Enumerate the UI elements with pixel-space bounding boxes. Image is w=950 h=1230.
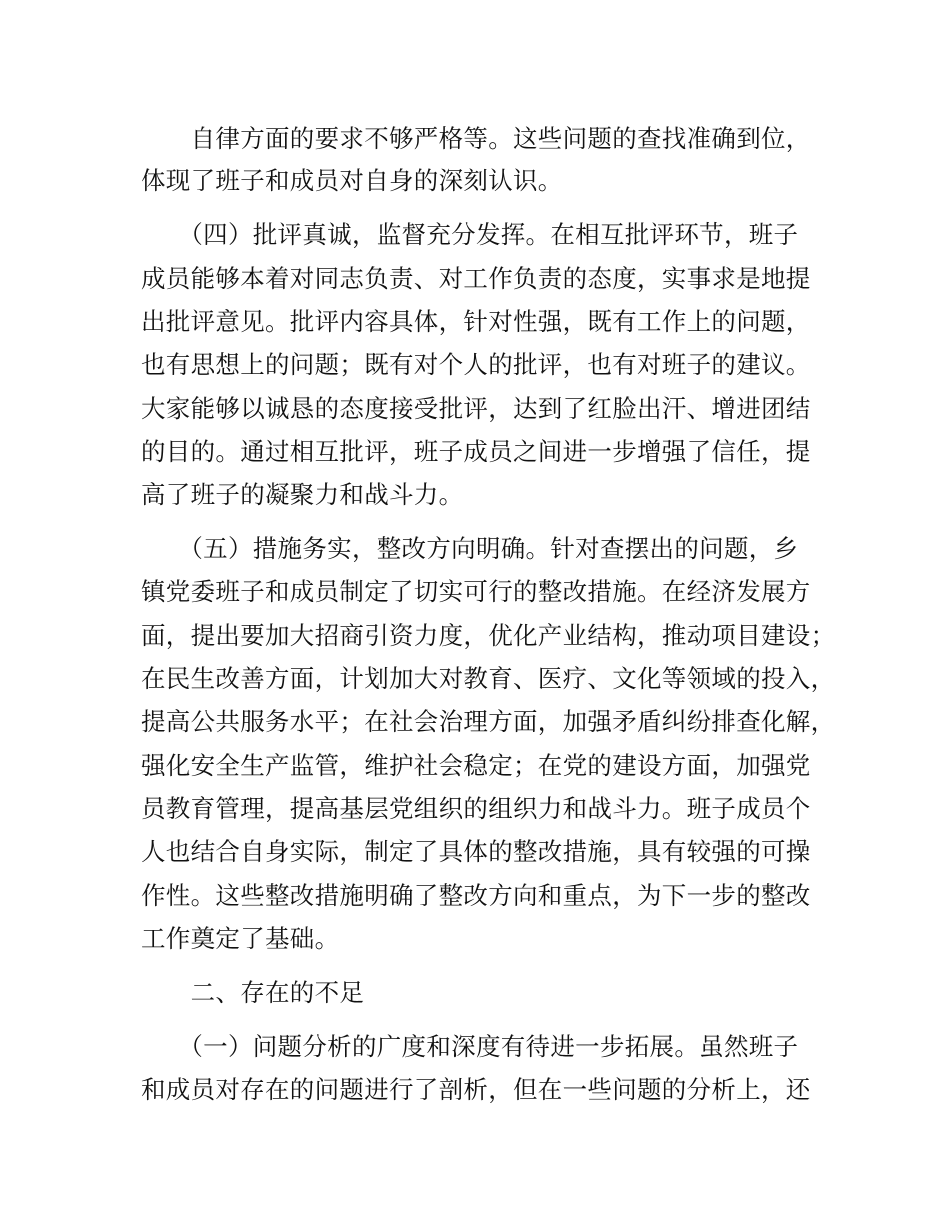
text-line: 的目的。通过相互批评，班子成员之间进一步增强了信任，提 [141, 437, 811, 466]
text-line: 和成员对存在的问题进行了剖析，但在一些问题的分析上，还 [141, 1075, 811, 1104]
text-line: 强化安全生产监管，维护社会稳定；在党的建设方面，加强党 [141, 751, 811, 780]
text-line: 也有思想上的问题；既有对个人的批评，也有对班子的建议。 [141, 350, 811, 379]
text-line: 员教育管理，提高基层党组织的组织力和战斗力。班子成员个 [141, 794, 811, 823]
text-line: 自律方面的要求不够严格等。这些问题的查找准确到位， [141, 124, 811, 153]
text-line: 工作奠定了基础。 [141, 924, 340, 953]
text-line: （一）问题分析的广度和深度有待进一步拓展。虽然班子 [141, 1032, 799, 1061]
text-line: 体现了班子和成员对自身的深刻认识。 [141, 166, 563, 195]
text-line: 人也结合自身实际，制定了具体的整改措施，具有较强的可操 [141, 837, 811, 866]
text-line: 大家能够以诚恳的态度接受批评，达到了红脸出汗、增进团结 [141, 394, 811, 423]
text-line: （五）措施务实，整改方向明确。针对查摆出的问题，乡 [141, 534, 799, 563]
text-line: 镇党委班子和成员制定了切实可行的整改措施。在经济发展方 [141, 577, 811, 606]
text-line: 作性。这些整改措施明确了整改方向和重点，为下一步的整改 [141, 881, 811, 910]
text-line: 提高公共服务水平；在社会治理方面，加强矛盾纠纷排查化解， [141, 707, 836, 736]
section-heading: 二、存在的不足 [141, 978, 365, 1007]
text-line: 高了班子的凝聚力和战斗力。 [141, 480, 464, 509]
text-line: 面，提出要加大招商引资力度，优化产业结构，推动项目建设； [141, 621, 836, 650]
text-line: 在民生改善方面，计划加大对教育、医疗、文化等领域的投入， [141, 664, 836, 693]
text-line: （四）批评真诚，监督充分发挥。在相互批评环节，班子 [141, 220, 799, 249]
text-line: 成员能够本着对同志负责、对工作负责的态度，实事求是地提 [141, 264, 811, 293]
text-line: 出批评意见。批评内容具体，针对性强，既有工作上的问题， [141, 307, 811, 336]
